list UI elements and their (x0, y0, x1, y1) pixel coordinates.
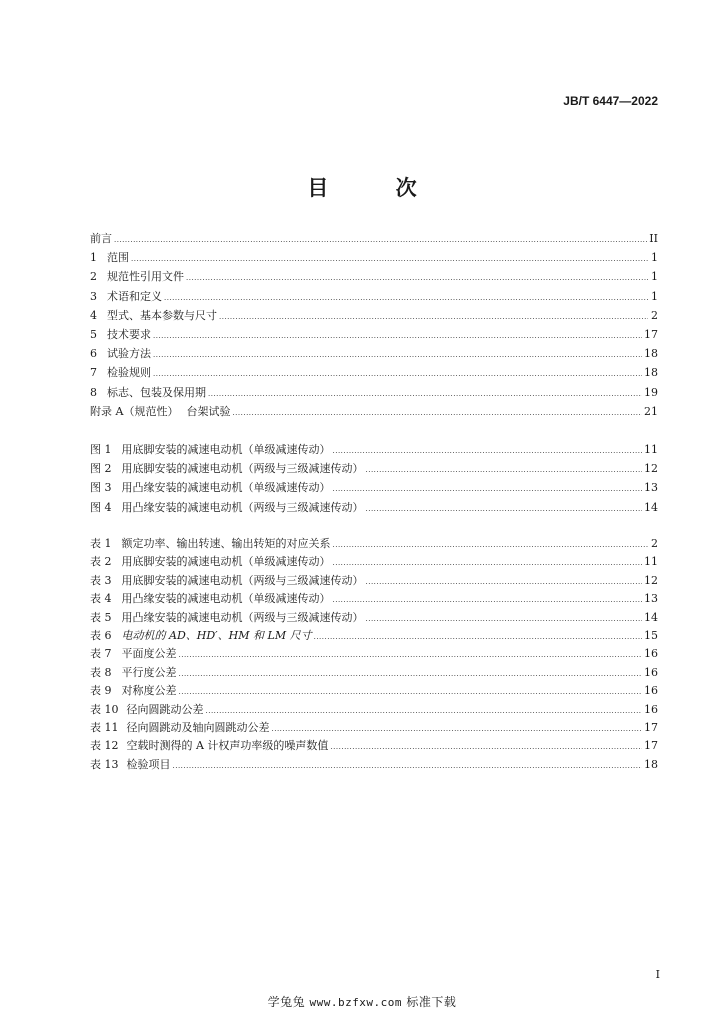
toc-entry-label: 空载时测得的 A 计权声功率级的噪声数值 (126, 739, 329, 753)
toc-leader-dots (314, 628, 642, 646)
toc-entry-label: 标志、包装及保用期 (107, 385, 206, 399)
toc-entry-number: 表 4 (90, 592, 112, 606)
toc-leader-dots (366, 610, 643, 628)
toc-entry-page: 11 (644, 443, 658, 456)
toc-entry-number: 1 (90, 251, 97, 265)
toc-leader-dots (206, 702, 643, 720)
toc-entry-number: 6 (90, 347, 97, 361)
toc-entry-number: 8 (90, 385, 97, 399)
toc-entry-table-11[interactable] (90, 719, 658, 737)
toc-leader-dots (330, 738, 642, 756)
toc-figures (90, 440, 658, 517)
toc-entry-number: 表 2 (90, 555, 112, 569)
toc-entry-table-13[interactable] (90, 756, 658, 774)
toc-leader-dots (186, 269, 648, 288)
toc-entry-number: 表 8 (90, 665, 112, 679)
toc-entry-table-10[interactable] (90, 701, 658, 719)
toc-entry-page: 13 (644, 481, 658, 495)
footer-text-left: 学兔兔 (267, 995, 306, 1009)
footer-text-right: 标准下载 (406, 995, 457, 1009)
toc-entry-label: 额定功率、输出转速、输出转矩的对应关系 (121, 537, 331, 550)
toc-entry-number: 5 (90, 327, 97, 341)
toc-leader-dots (179, 646, 643, 664)
toc-entry-label: 术语和定义 (107, 289, 162, 303)
toc-entry-label: 用底脚安装的减速电动机（单级减速传动） (121, 443, 331, 456)
toc-leader-dots (114, 231, 647, 250)
toc-entry-page: 14 (644, 610, 658, 624)
toc-leader-dots (333, 480, 643, 499)
toc-entry-label: 用凸缘安装的减速电动机（两级与三级减速传动） (121, 610, 364, 624)
toc-entry-page: 15 (644, 628, 658, 642)
toc-entry-table-3[interactable] (90, 572, 658, 590)
toc-leader-dots (366, 500, 643, 519)
toc-entry-table-8[interactable] (90, 664, 658, 682)
toc-entry-label: 对称度公差 (121, 684, 177, 698)
toc-entry-number: 表 7 (90, 647, 112, 661)
toc-entry-page: 16 (644, 665, 658, 679)
toc-entry-label: 平行度公差 (121, 665, 177, 679)
toc-entry-annex-a[interactable] (90, 402, 658, 421)
toc-entry-label: 范围 (107, 251, 129, 265)
toc-entry-figure-3[interactable] (90, 478, 658, 497)
toc-entry-number: 表 10 (90, 702, 119, 716)
toc-entry-number: 表 3 (90, 573, 112, 587)
toc-entry-table-6[interactable] (90, 627, 658, 645)
toc-entry-label: 规范性引用文件 (107, 270, 184, 284)
toc-entry-table-5[interactable] (90, 609, 658, 627)
toc-entry-section-4[interactable] (90, 306, 658, 325)
toc-entry-page: 19 (644, 385, 658, 399)
standard-code: JB/T 6447—2022 (563, 94, 658, 108)
toc-leader-dots (366, 461, 643, 480)
toc-entry-page: 16 (644, 647, 658, 661)
toc-entry-page: 17 (644, 327, 658, 341)
toc-entry-number: 图 2 (90, 462, 112, 476)
toc-leader-dots (333, 536, 649, 554)
toc-entry-page: 11 (644, 555, 658, 569)
toc-entry-label: 用凸缘安装的减速电动机（两级与三级减速传动） (121, 500, 364, 514)
toc-leader-dots (179, 683, 643, 701)
toc-leader-dots (153, 365, 642, 384)
toc-entry-section-1[interactable] (90, 248, 658, 267)
toc-entry-page: 14 (644, 500, 658, 514)
toc-entry-label: 台架试验 (186, 404, 231, 418)
toc-entry-number: 表 12 (90, 739, 119, 753)
toc-entry-label: 径向圆跳动公差 (126, 702, 204, 716)
toc-entry-page: 2 (651, 537, 658, 550)
toc-entry-number: 表 13 (90, 757, 119, 771)
toc-leader-dots (179, 665, 643, 683)
toc-entry-label: 径向圆跳动及轴向圆跳动公差 (126, 720, 270, 734)
toc-entry-label: 型式、基本参数与尺寸 (107, 308, 217, 322)
toc-entry-section-2[interactable] (90, 267, 658, 286)
toc-entry-label: 电动机的 AD、HD′、HM 和 LM 尺寸 (121, 628, 312, 642)
toc-entry-section-3[interactable] (90, 287, 658, 306)
toc-leader-dots (219, 308, 648, 327)
toc-entry-page: 16 (644, 684, 658, 698)
toc-entry-figure-4[interactable] (90, 498, 658, 517)
toc-entry-table-1[interactable] (90, 535, 658, 553)
toc-entry-label: 用底脚安装的减速电动机（两级与三级减速传动） (121, 462, 364, 476)
toc-entry-page: 12 (644, 573, 658, 587)
toc-sections (90, 229, 658, 421)
toc-entry-page: 13 (644, 592, 658, 606)
toc-entry-label: 前言 (90, 232, 112, 245)
toc-entry-label: 用底脚安装的减速电动机（两级与三级减速传动） (121, 573, 364, 587)
toc-entry-table-4[interactable] (90, 590, 658, 608)
toc-entry-figure-2[interactable] (90, 459, 658, 478)
toc-leader-dots (333, 554, 643, 572)
toc-entry-page: II (649, 232, 658, 245)
toc-entry-number: 表 5 (90, 610, 112, 624)
toc-entry-foreword[interactable] (90, 229, 658, 248)
toc-entry-page: 21 (644, 404, 658, 418)
toc-entry-label: 检验规则 (107, 366, 151, 380)
toc-entry-page: 16 (644, 702, 658, 716)
toc-entry-label: 平面度公差 (121, 647, 177, 661)
toc-entry-number: 表 9 (90, 684, 112, 698)
toc-entry-number: 图 4 (90, 500, 112, 514)
toc-leader-dots (131, 250, 648, 269)
toc-entry-page: 12 (644, 462, 658, 476)
toc-entry-page: 18 (644, 366, 658, 380)
toc-entry-page: 18 (644, 347, 658, 361)
toc-leader-dots (333, 591, 643, 609)
toc-leader-dots (153, 327, 642, 346)
toc-entry-page: 2 (651, 308, 658, 322)
toc-leader-dots (272, 720, 643, 738)
toc-entry-label: 试验方法 (107, 347, 151, 361)
toc-entry-number: 4 (90, 308, 97, 322)
toc-leader-dots (153, 346, 642, 365)
toc-entry-number: 图 3 (90, 481, 112, 495)
toc-entry-label: 技术要求 (107, 327, 151, 341)
toc-entry-section-5[interactable] (90, 325, 658, 344)
toc-leader-dots (366, 573, 643, 591)
toc-entry-number: 附录 A（规范性） (90, 404, 179, 418)
toc-entry-page: 17 (644, 720, 658, 734)
footer-watermark (0, 993, 724, 1010)
toc-entry-number: 表 6 (90, 628, 112, 642)
toc-entry-page: 1 (651, 270, 658, 284)
toc-entry-table-7[interactable] (90, 645, 658, 663)
toc-entry-number: 表 1 (90, 537, 112, 550)
toc-entry-section-7[interactable] (90, 363, 658, 382)
toc-entry-section-6[interactable] (90, 344, 658, 363)
toc-entry-page: 17 (644, 739, 658, 753)
toc-leader-dots (173, 757, 643, 775)
toc-entry-label: 用底脚安装的减速电动机（单级减速传动） (121, 555, 331, 569)
toc-entry-label: 用凸缘安装的减速电动机（单级减速传动） (121, 592, 331, 606)
toc-entry-page: 1 (651, 289, 658, 303)
toc-entry-number: 2 (90, 270, 97, 284)
page-title: 目 次 (307, 176, 447, 200)
toc-leader-dots (333, 442, 643, 461)
toc-tables (90, 535, 658, 774)
toc-entry-section-8[interactable] (90, 383, 658, 402)
toc-entry-page: 18 (644, 757, 658, 771)
toc-leader-dots (208, 385, 642, 404)
toc-leader-dots (232, 404, 642, 423)
toc-entry-table-12[interactable] (90, 737, 658, 755)
toc-entry-table-9[interactable] (90, 682, 658, 700)
toc-entry-number: 3 (90, 289, 97, 303)
footer-url[interactable]: www.bzfxw.com (309, 996, 403, 1009)
toc-entry-number: 图 1 (90, 443, 112, 456)
toc-entry-number: 表 11 (90, 720, 119, 734)
toc-leader-dots (164, 289, 648, 308)
toc-entry-label: 用凸缘安装的减速电动机（单级减速传动） (121, 481, 331, 495)
toc-entry-number: 7 (90, 366, 97, 380)
toc-entry-page: 1 (651, 251, 658, 265)
toc-entry-figure-1[interactable] (90, 440, 658, 459)
toc-entry-label: 检验项目 (126, 757, 171, 771)
page-number: I (655, 968, 660, 981)
toc-entry-table-2[interactable] (90, 553, 658, 571)
